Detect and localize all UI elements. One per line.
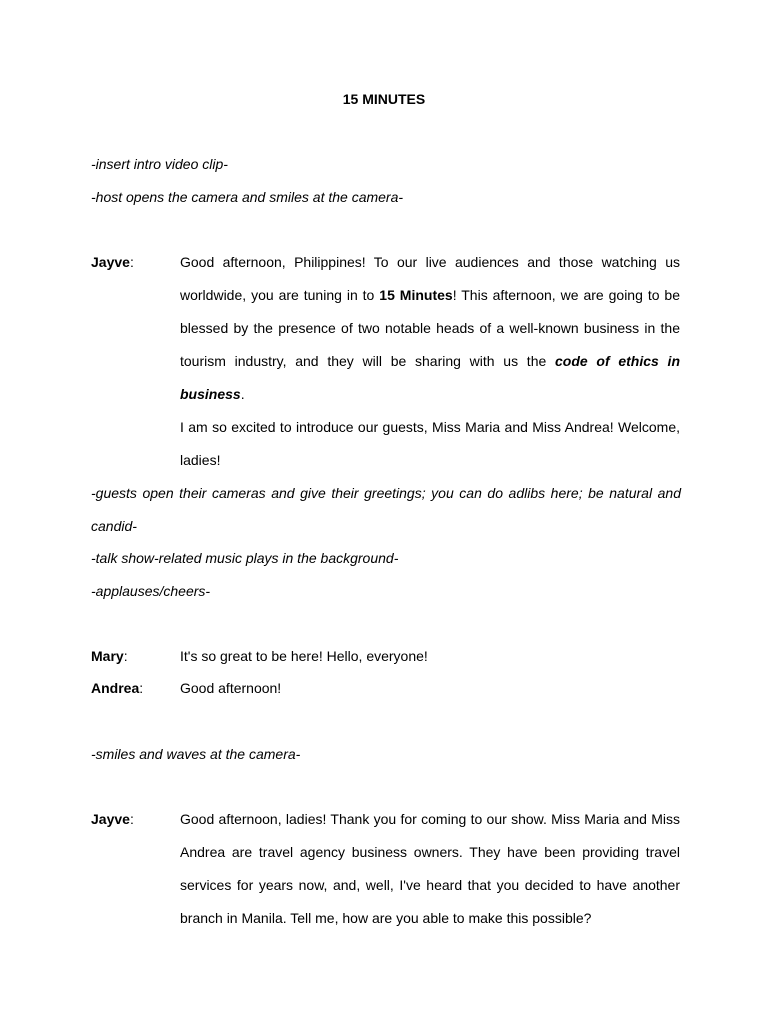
text-run: worldwide, you are tuning in to (180, 287, 380, 303)
speaker-name: Mary (91, 648, 124, 664)
text-run: . (240, 386, 245, 402)
dialogue-andrea: Good afternoon! (180, 680, 282, 696)
dialogue-line: Good afternoon, ladies! Thank you for coming to our show. Miss Maria and Miss (180, 811, 680, 827)
dialogue-jayve-intro (180, 246, 680, 477)
speaker-name: Jayve (91, 254, 130, 270)
script-title: 15 MINUTES (342, 91, 426, 107)
text-run: ! This afternoon, we are going to be (452, 287, 681, 303)
dialogue-jayve-question (180, 803, 680, 935)
speaker-name: Jayve (91, 811, 130, 827)
text-run: tourism industry, and they will be sharing with us the (180, 353, 555, 369)
speaker-label-mary: Mary: (91, 648, 128, 664)
dialogue-line (180, 345, 680, 411)
speaker-label-andrea: Andrea: (91, 680, 144, 696)
speaker-label-jayve: Jayve: (91, 254, 134, 270)
dialogue-line: Andrea are travel agency business owners. They have been providing travel (180, 844, 680, 860)
speaker-label-jayve: Jayve: (91, 811, 134, 827)
dialogue-line: Good afternoon, Philippines! To our live audiences and those watching us (180, 254, 680, 270)
stage-direction-smiles-waves: -smiles and waves at the camera- (91, 746, 301, 762)
dialogue-line: blessed by the presence of two notable heads of a well-known business in the (180, 320, 680, 336)
dialogue-line (180, 279, 680, 312)
stage-direction-guests-greetings (91, 477, 681, 543)
dialogue-mary: It's so great to be here! Hello, everyone! (180, 648, 428, 664)
stage-direction-music: -talk show-related music plays in the background- (91, 550, 399, 566)
topic-bold-italic: code of ethics in business (180, 353, 680, 402)
stage-direction-applause: -applauses/cheers- (91, 583, 211, 599)
dialogue-line: ladies! (180, 452, 221, 468)
show-name-bold: 15 Minutes (379, 287, 453, 303)
stage-direction-host-opens-camera: -host opens the camera and smiles at the camera- (91, 189, 404, 205)
dialogue-line: services for years now, and, well, I've heard that you decided to have another (180, 877, 680, 893)
dialogue-line: I am so excited to introduce our guests, Miss Maria and Miss Andrea! Welcome, (180, 419, 680, 435)
direction-line: candid- (91, 518, 137, 534)
speaker-name: Andrea (91, 680, 140, 696)
direction-line: -guests open their cameras and give their greetings; you can do adlibs here; be natural and (91, 485, 681, 501)
dialogue-line: branch in Manila. Tell me, how are you able to make this possible? (180, 910, 592, 926)
stage-direction-intro: -insert intro video clip- (91, 156, 228, 172)
